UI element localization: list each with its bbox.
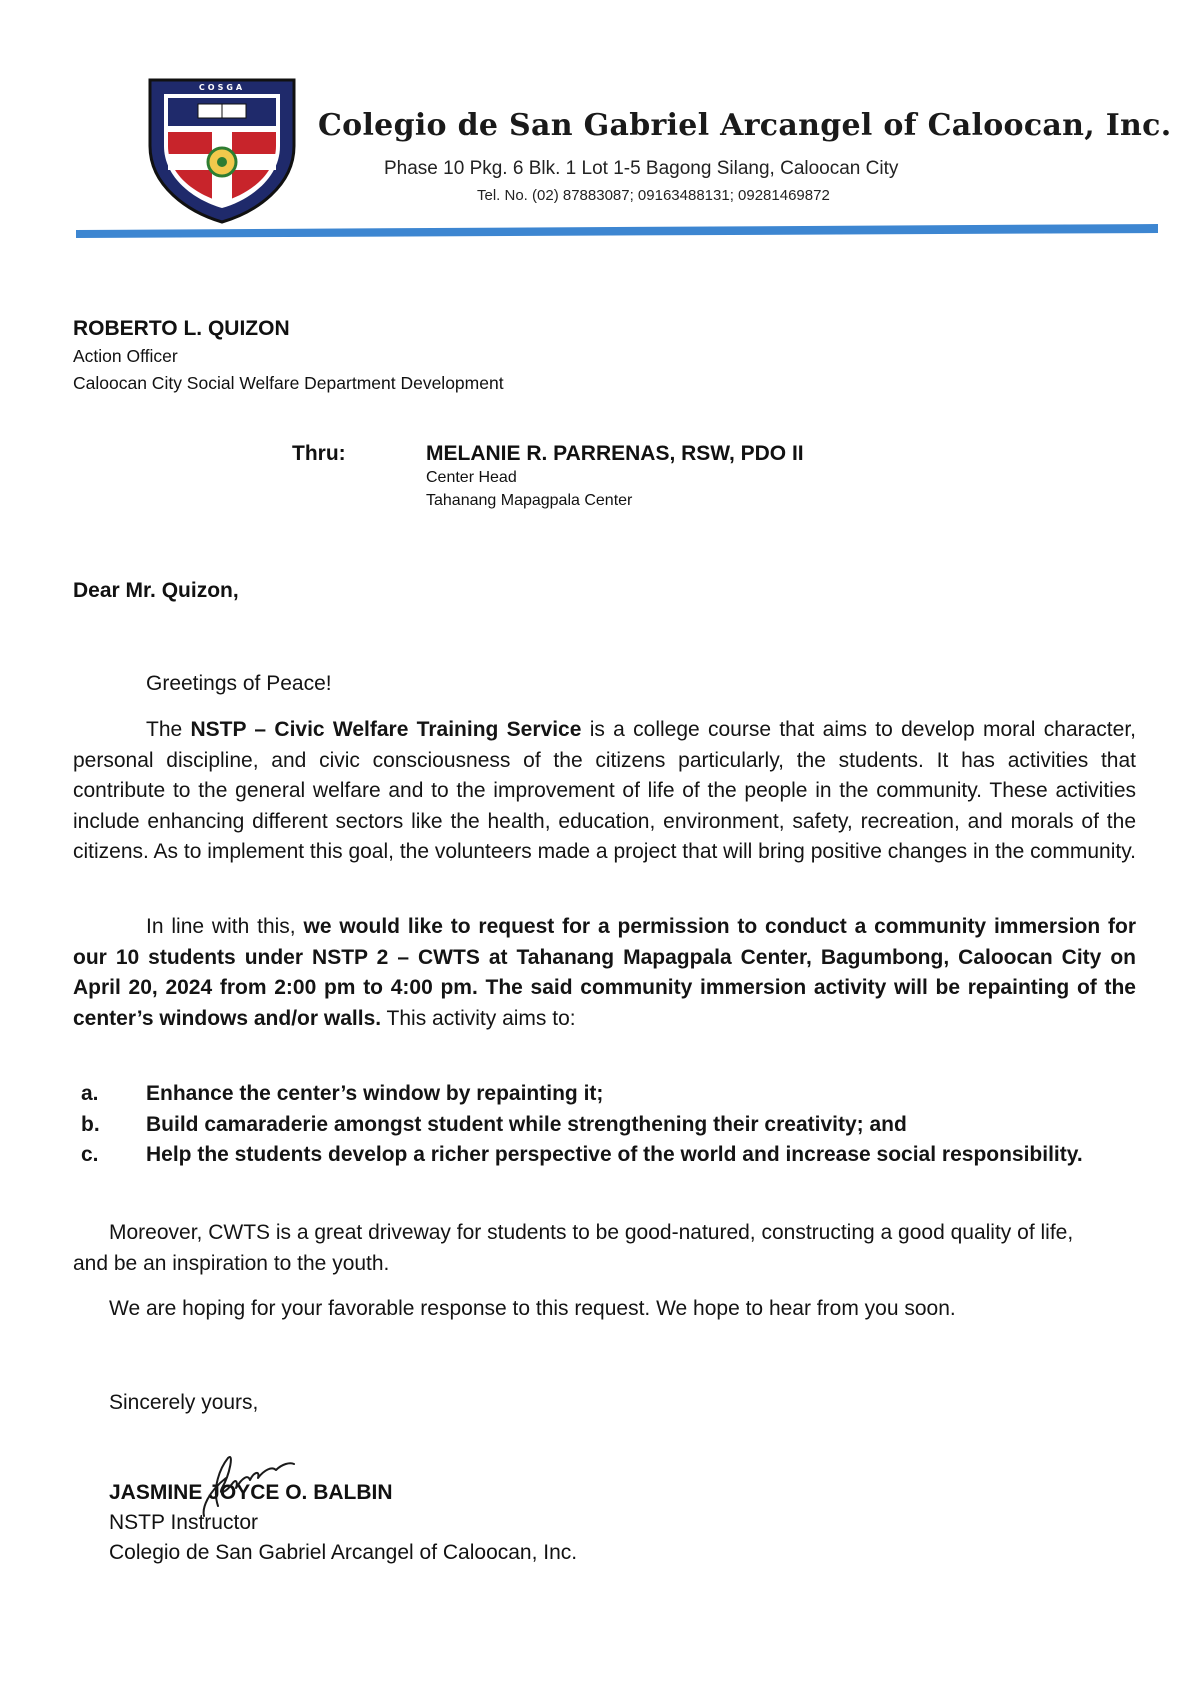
request-statement: we would like to request for a permission to conduct a community immersion for our 10 students under NSTP 2 – CWTS at Tahanang Mapagpala Center, Bagumbong, Caloocan City on April 20, 2024 from 2:00 pm to 4:00 pm. The said community immersion activity will be repainting of the center’s windows and/or walls. [73,915,1137,1030]
list-item [73,1140,1136,1171]
recipient-title: Action Officer [73,346,178,366]
paragraph-request-rest: This activity aims to: [381,1006,576,1030]
list-item-text: Help the students develop a richer perspective of the world and increase social responsibility. [146,1143,1083,1166]
paragraph-intro-lead: The [146,718,191,741]
list-item-text: Build camaraderie amongst student while strengthening their creativity; and [146,1112,907,1136]
school-seal-logo [146,76,298,224]
paragraph-moreover: Moreover, CWTS is a great driveway for students to be good-natured, constructing a good quality of life, and be an inspiration to the youth. [73,1221,1074,1275]
signer-name: JASMINE JOYCE O. BALBIN [109,1481,393,1504]
paragraph-intro-rest: is a college course that aims to develop moral character, personal discipline, and civic consciousness of the citizens particularly, the students. It has activities that contribute to the general welfare and to the improvement of life of the people in the community. These activities include enhancing different sectors like the health, education, environment, safety, recreation, and morals of the citizens. As to implement this goal, the volunteers made a project that will bring positive changes in the community. [73,718,1136,863]
thru-label: Thru: [292,442,346,465]
header-rule [76,224,1158,244]
thru-office: Tahanang Mapagpala Center [426,492,633,509]
program-name: NSTP – Civic Welfare Training Service [190,718,582,741]
signer-organization: Colegio de San Gabriel Arcangel of Caloocan, Inc. [109,1541,578,1564]
school-name: Colegio de San Gabriel Arcangel of Caloocan, Inc. [318,108,1172,143]
school-address: Phase 10 Pkg. 6 Blk. 1 Lot 1-5 Bagong Silang, Caloocan City [384,158,899,179]
recipient-department: Caloocan City Social Welfare Department Development [73,373,504,393]
thru-name: MELANIE R. PARRENAS, RSW, PDO II [426,442,804,465]
list-item [73,1079,1136,1110]
paragraph-closing-request: We are hoping for your favorable response to this request. We hope to hear from you soon. [109,1297,956,1320]
recipient-name: ROBERTO L. QUIZON [73,317,290,340]
signer-title: NSTP Instructor [109,1511,258,1534]
list-marker: a. [81,1082,99,1105]
salutation: Dear Mr. Quizon, [73,579,239,602]
paragraph-request-lead: In line with this, [146,915,304,938]
thru-title: Center Head [426,469,517,486]
list-item [73,1110,1136,1141]
handwritten-signature [108,1448,328,1518]
closing-phrase: Sincerely yours, [109,1391,259,1414]
aims-list [73,1079,1136,1171]
list-marker: b. [81,1112,100,1136]
seal-text: COSGA [198,83,246,92]
list-marker: c. [81,1143,99,1166]
school-phone: Tel. No. (02) 87883087; 09163488131; 09281469872 [477,187,830,204]
paragraph-intro [73,715,1136,868]
greeting: Greetings of Peace! [146,672,332,695]
paragraph-request [73,912,1136,1034]
list-item-text: Enhance the center’s window by repainting it; [146,1082,604,1105]
